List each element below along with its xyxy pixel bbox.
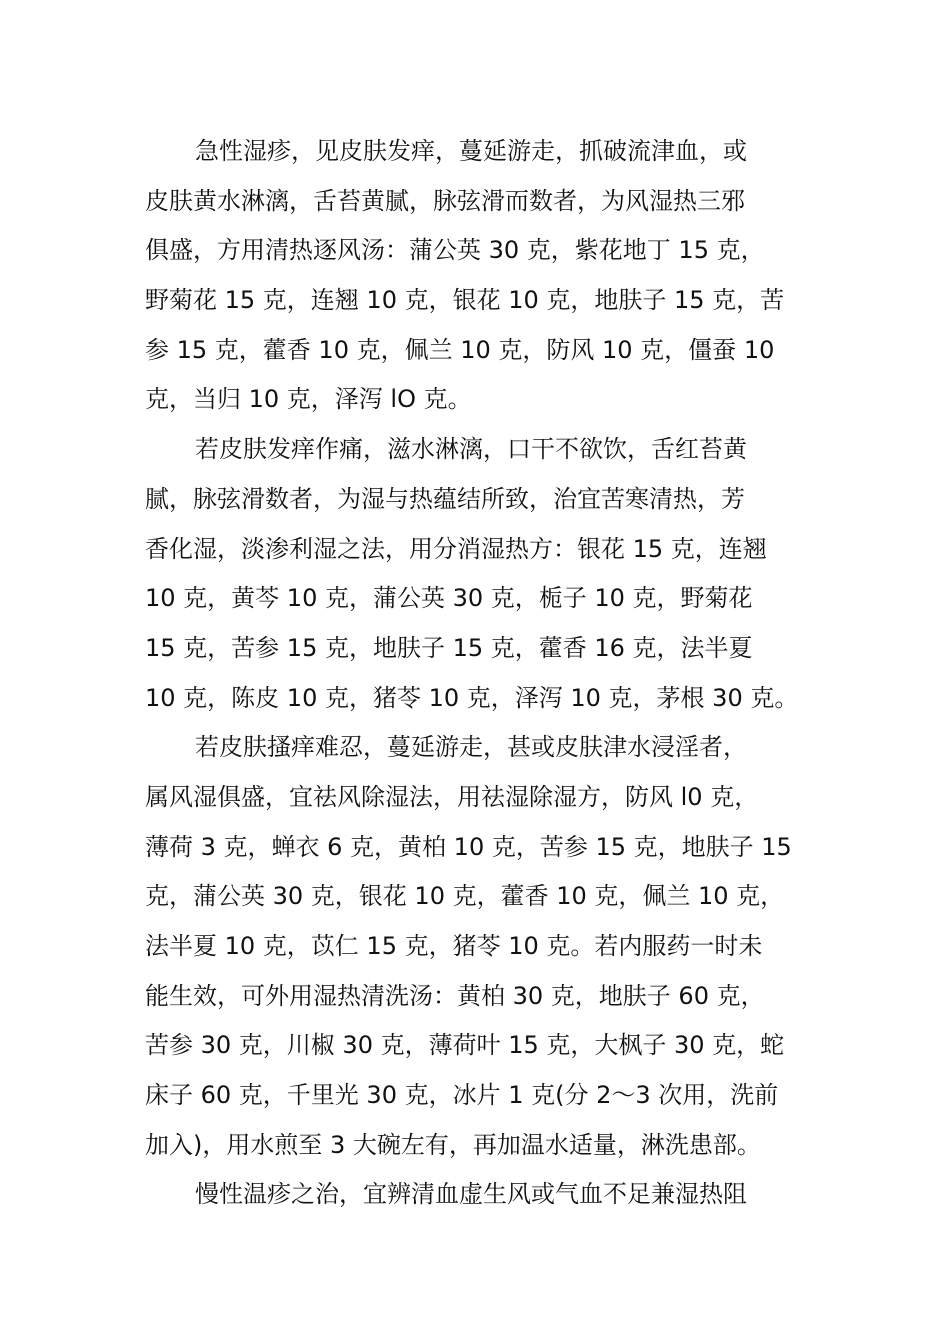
text-line: 10 克，黄芩 10 克，蒲公英 30 克，栀子 10 克，野菊花 xyxy=(145,584,753,613)
text-line: 参 15 克，藿香 10 克，佩兰 10 克，防风 10 克，僵蚕 10 xyxy=(145,335,775,364)
text-line: 腻，脉弦滑数者，为湿与热蕴结所致，治宜苦寒清热，芳 xyxy=(145,484,745,513)
text-line: 15 克，苦参 15 克，地肤子 15 克，藿香 16 克，法半夏 xyxy=(145,633,753,662)
body-text xyxy=(145,127,810,1220)
text-line: 苦参 30 克，川椒 30 克，薄荷叶 15 克，大枫子 30 克，蛇 xyxy=(145,1031,785,1060)
text-line: 法半夏 10 克，苡仁 15 克，猪苓 10 克。若内服药一时未 xyxy=(145,932,763,960)
text-line: 能生效，可外用湿热清洗汤：黄柏 30 克，地肤子 60 克， xyxy=(145,981,765,1010)
text-line: 加入)，用水煎至 3 大碗左有，再加温水适量，淋洗患部。 xyxy=(145,1130,761,1159)
text-line: 香化湿，淡渗利湿之法，用分消湿热方：银花 15 克，连翘 xyxy=(145,534,767,563)
text-line: 克，当归 10 克，泽泻 lO 克。 xyxy=(145,385,472,414)
paragraph-first-line: 急性湿疹，见皮肤发痒，蔓延游走，抓破流津血，或 xyxy=(195,137,747,165)
text-line: 俱盛，方用清热逐风汤：蒲公英 30 克，紫花地丁 15 克， xyxy=(145,236,765,265)
text-line: 野菊花 15 克，连翘 10 克，银花 10 克，地肤子 15 克，苦 xyxy=(145,286,785,315)
paragraph-first-line: 慢性温疹之治，宜辨清血虚生风或气血不足兼湿热阻 xyxy=(195,1180,747,1209)
paragraph-first-line: 若皮肤搔痒难忍，蔓延游走，甚或皮肤津水浸淫者， xyxy=(195,733,747,762)
text-line: 10 克，陈皮 10 克，猪苓 10 克，泽泻 10 克，茅根 30 克。 xyxy=(145,683,799,712)
paragraph-first-line: 若皮肤发痒作痛，滋水淋漓，口干不欲饮，舌红苔黄 xyxy=(195,435,747,464)
text-line: 属风湿俱盛，宜祛风除湿法，用祛湿除湿方，防风 l0 克， xyxy=(145,782,759,811)
text-line: 克，蒲公英 30 克，银花 10 克，藿香 10 克，佩兰 10 克， xyxy=(145,882,785,911)
text-line: 床子 60 克，千里光 30 克，冰片 1 克(分 2～3 次用，洗前 xyxy=(145,1081,779,1110)
text-line: 皮肤黄水淋漓，舌苔黄腻，脉弦滑而数者，为风湿热三邪 xyxy=(145,186,745,215)
text-line: 薄荷 3 克，蝉衣 6 克，黄柏 10 克，苦参 15 克，地肤子 15 xyxy=(145,832,792,861)
